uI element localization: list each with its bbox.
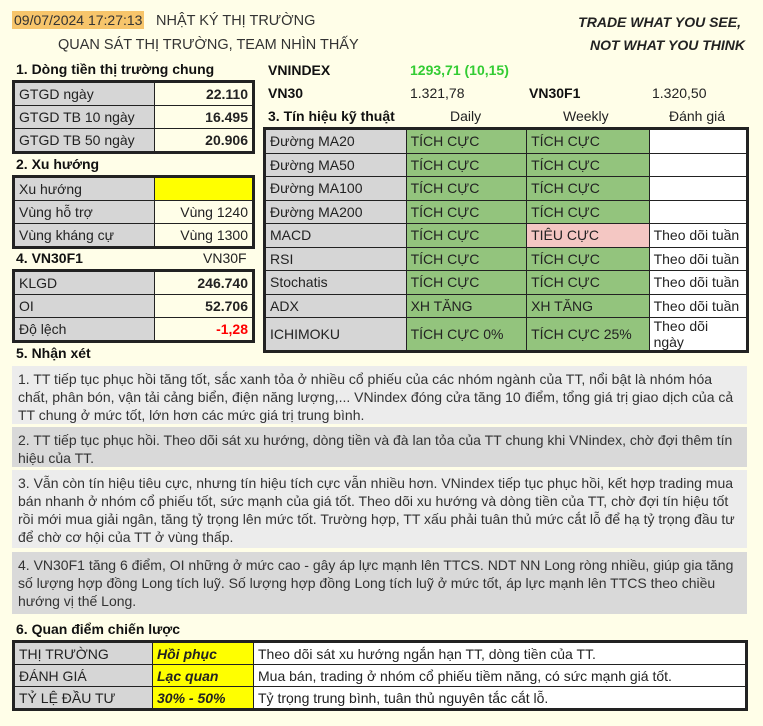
signal-name: ICHIMOKU (266, 318, 407, 351)
signal-daily: TÍCH CỰC (406, 224, 527, 248)
signal-daily: TÍCH CỰC (406, 200, 527, 224)
vn30f1-deviation-value: -1,28 (155, 318, 253, 341)
signal-daily: XH TĂNG (406, 294, 527, 318)
money-flow-value: 20.906 (155, 129, 253, 152)
vn30f1-box (12, 269, 255, 343)
comment-item: 1. TT tiếp tục phục hồi tăng tốt, sắc xanh tỏa ở nhiều cổ phiếu của các nhóm ngành của TT, nổi bật là nhóm hóa chất, phân bón, vận tải cảng biển, điện năng lượng,... VNindex đóng cửa tăng 10 điểm, tổng giá trị giao dịch của cả TT chung ở mức tốt, lớn hơn các mức giá trị trung bình. (12, 366, 747, 424)
strategy-row (15, 687, 746, 709)
strategy-value: Lạc quan (153, 665, 254, 687)
trend-box (12, 175, 255, 249)
signal-weekly: TÍCH CỰC (527, 271, 650, 295)
vn30f1-index-value: 1.320,50 (652, 85, 707, 101)
report-subtitle: QUAN SÁT THỊ TRƯỜNG, TEAM NHÌN THẤY (58, 37, 359, 53)
comment-item: 3. Vẫn còn tín hiệu tiêu cực, nhưng tín hiệu tích cực vẫn nhiều hơn. VNindex tiếp tục phục hồi, kết hợp trading mua bán nhanh ở nhóm cổ phiếu tốt, sức mạnh của giá tốt. Theo dõi xu hướng và dòng tiền của TT, chờ đợi tín hiệu tốt rồi mới mua giải ngân, tăng tỷ trọng lên mức tốt. Trường hợp, TT xấu phải tuân thủ mức cắt lỗ để hạ tỷ trọng đầu tư để chờ cơ hội của TT ở vùng thấp. (12, 470, 747, 548)
report-title: NHẬT KÝ THỊ TRƯỜNG (156, 13, 316, 29)
signal-weekly: TÍCH CỰC (527, 200, 650, 224)
money-flow-row (15, 129, 253, 152)
section-strategy-title: 6. Quan điểm chiến lược (16, 621, 181, 637)
signal-eval: Theo dõi tuần (649, 247, 746, 271)
support-value: Vùng 1240 (155, 201, 253, 224)
trend-row (15, 224, 253, 247)
strategy-label: ĐÁNH GIÁ (15, 665, 153, 687)
strategy-desc: Theo dõi sát xu hướng ngắn hạn TT, dòng tiền của TT. (254, 643, 746, 665)
signal-eval (649, 200, 746, 224)
strategy-label: TỶ LỆ ĐẦU TƯ (15, 687, 153, 709)
signal-eval (649, 153, 746, 177)
col-weekly-header: Weekly (563, 108, 609, 124)
signal-name: ADX (266, 294, 407, 318)
vn30f1-row (15, 318, 253, 341)
vn30f1-label: Độ lệch (15, 318, 155, 341)
vn30f1-label: OI (15, 295, 155, 318)
money-flow-label: GTGD TB 10 ngày (15, 106, 155, 129)
signal-weekly: TÍCH CỰC (527, 153, 650, 177)
signal-eval: Theo dõi tuần (649, 271, 746, 295)
signal-name: Đường MA100 (266, 177, 407, 201)
strategy-row (15, 665, 746, 687)
signal-row (266, 224, 747, 248)
col-eval-header: Đánh giá (669, 108, 726, 124)
signal-eval: Theo dõi ngày (649, 318, 746, 351)
vn30f1-row (15, 272, 253, 295)
signal-row (266, 153, 747, 177)
money-flow-box (12, 80, 255, 154)
support-label: Vùng hỗ trợ (15, 201, 155, 224)
signal-row (266, 294, 747, 318)
vn30-label: VN30 (268, 85, 304, 101)
signal-daily: TÍCH CỰC 0% (406, 318, 527, 351)
signal-weekly: TÍCH CỰC (527, 247, 650, 271)
signal-eval (649, 130, 746, 154)
trend-row (15, 178, 253, 201)
vnindex-label: VNINDEX (268, 62, 331, 78)
resistance-label: Vùng kháng cự (15, 224, 155, 247)
signal-eval (649, 177, 746, 201)
signal-row (266, 177, 747, 201)
trend-row (15, 201, 253, 224)
vn30f1-row (15, 295, 253, 318)
trend-value-highlight (155, 178, 253, 201)
money-flow-row (15, 106, 253, 129)
vnindex-value: 1293,71 (10,15) (410, 62, 509, 78)
signal-daily: TÍCH CỰC (406, 247, 527, 271)
comment-item: 2. TT tiếp tục phục hồi. Theo dõi sát xu hướng, dòng tiền và đà lan tỏa của TT chung khi VNindex, chờ đợi thêm tín hiệu của TT. (12, 427, 747, 467)
signal-name: MACD (266, 224, 407, 248)
col-daily-header: Daily (450, 108, 482, 124)
strategy-value: 30% - 50% (153, 687, 254, 709)
report-datetime: 09/07/2024 17:27:13 (14, 12, 143, 28)
trend-label: Xu hướng (15, 178, 155, 201)
signal-name: Đường MA200 (266, 200, 407, 224)
signal-daily: TÍCH CỰC (406, 153, 527, 177)
signal-daily: TÍCH CỰC (406, 177, 527, 201)
section-signals-title: 3. Tín hiệu kỹ thuật (268, 108, 395, 124)
signals-table-box (263, 127, 749, 353)
strategy-box (12, 640, 748, 711)
resistance-value: Vùng 1300 (155, 224, 253, 247)
signal-name: Đường MA50 (266, 153, 407, 177)
slogan-line-1: TRADE WHAT YOU SEE, (578, 14, 741, 30)
comment-item: 4. VN30F1 tăng 6 điểm, OI những ở mức cao - gây áp lực mạnh lên TTCS. NDT NN Long ròng nhiều, giúp gia tăng số lượng hợp đồng Long tích luỹ. Số lượng hợp đồng Long tích luỹ ở mức tốt, áp lực mạnh lên TTCS theo chiều hướng vị thế Long. (12, 552, 747, 614)
signal-weekly: TIÊU CỰC (527, 224, 650, 248)
strategy-value: Hồi phục (153, 643, 254, 665)
signal-weekly: TÍCH CỰC (527, 177, 650, 201)
money-flow-row (15, 83, 253, 106)
signal-row (266, 247, 747, 271)
vn30f1-value: 246.740 (155, 272, 253, 295)
money-flow-label: GTGD ngày (15, 83, 155, 106)
vn30f1-code: VN30F (203, 250, 247, 266)
signal-eval: Theo dõi tuần (649, 224, 746, 248)
section-vn30f1-title: 4. VN30F1 (16, 250, 83, 266)
slogan-line-2: NOT WHAT YOU THINK (589, 37, 745, 53)
vn30f1-index-label: VN30F1 (529, 85, 581, 101)
signal-weekly: TÍCH CỰC (527, 130, 650, 154)
signal-daily: TÍCH CỰC (406, 130, 527, 154)
signal-row (266, 318, 747, 351)
section-comments-title: 5. Nhận xét (16, 345, 91, 361)
money-flow-value: 16.495 (155, 106, 253, 129)
signal-eval: Theo dõi tuần (649, 294, 746, 318)
strategy-desc: Mua bán, trading ở nhóm cổ phiếu tiềm năng, có sức mạnh giá tốt. (254, 665, 746, 687)
section-trend-title: 2. Xu hướng (16, 156, 100, 172)
signal-weekly: TÍCH CỰC 25% (527, 318, 650, 351)
vn30-value: 1.321,78 (410, 85, 465, 101)
signal-name: RSI (266, 247, 407, 271)
strategy-desc: Tỷ trọng trung bình, tuân thủ nguyên tắc cắt lỗ. (254, 687, 746, 709)
money-flow-label: GTGD TB 50 ngày (15, 129, 155, 152)
signal-weekly: XH TĂNG (527, 294, 650, 318)
signal-row (266, 271, 747, 295)
strategy-row (15, 643, 746, 665)
money-flow-value: 22.110 (155, 83, 253, 106)
signal-name: Đường MA20 (266, 130, 407, 154)
signal-row (266, 200, 747, 224)
strategy-label: THỊ TRƯỜNG (15, 643, 153, 665)
vn30f1-label: KLGD (15, 272, 155, 295)
vn30f1-value: 52.706 (155, 295, 253, 318)
signal-name: Stochatis (266, 271, 407, 295)
section-money-flow-title: 1. Dòng tiền thị trường chung (16, 61, 215, 77)
signal-daily: TÍCH CỰC (406, 271, 527, 295)
signal-row (266, 130, 747, 154)
